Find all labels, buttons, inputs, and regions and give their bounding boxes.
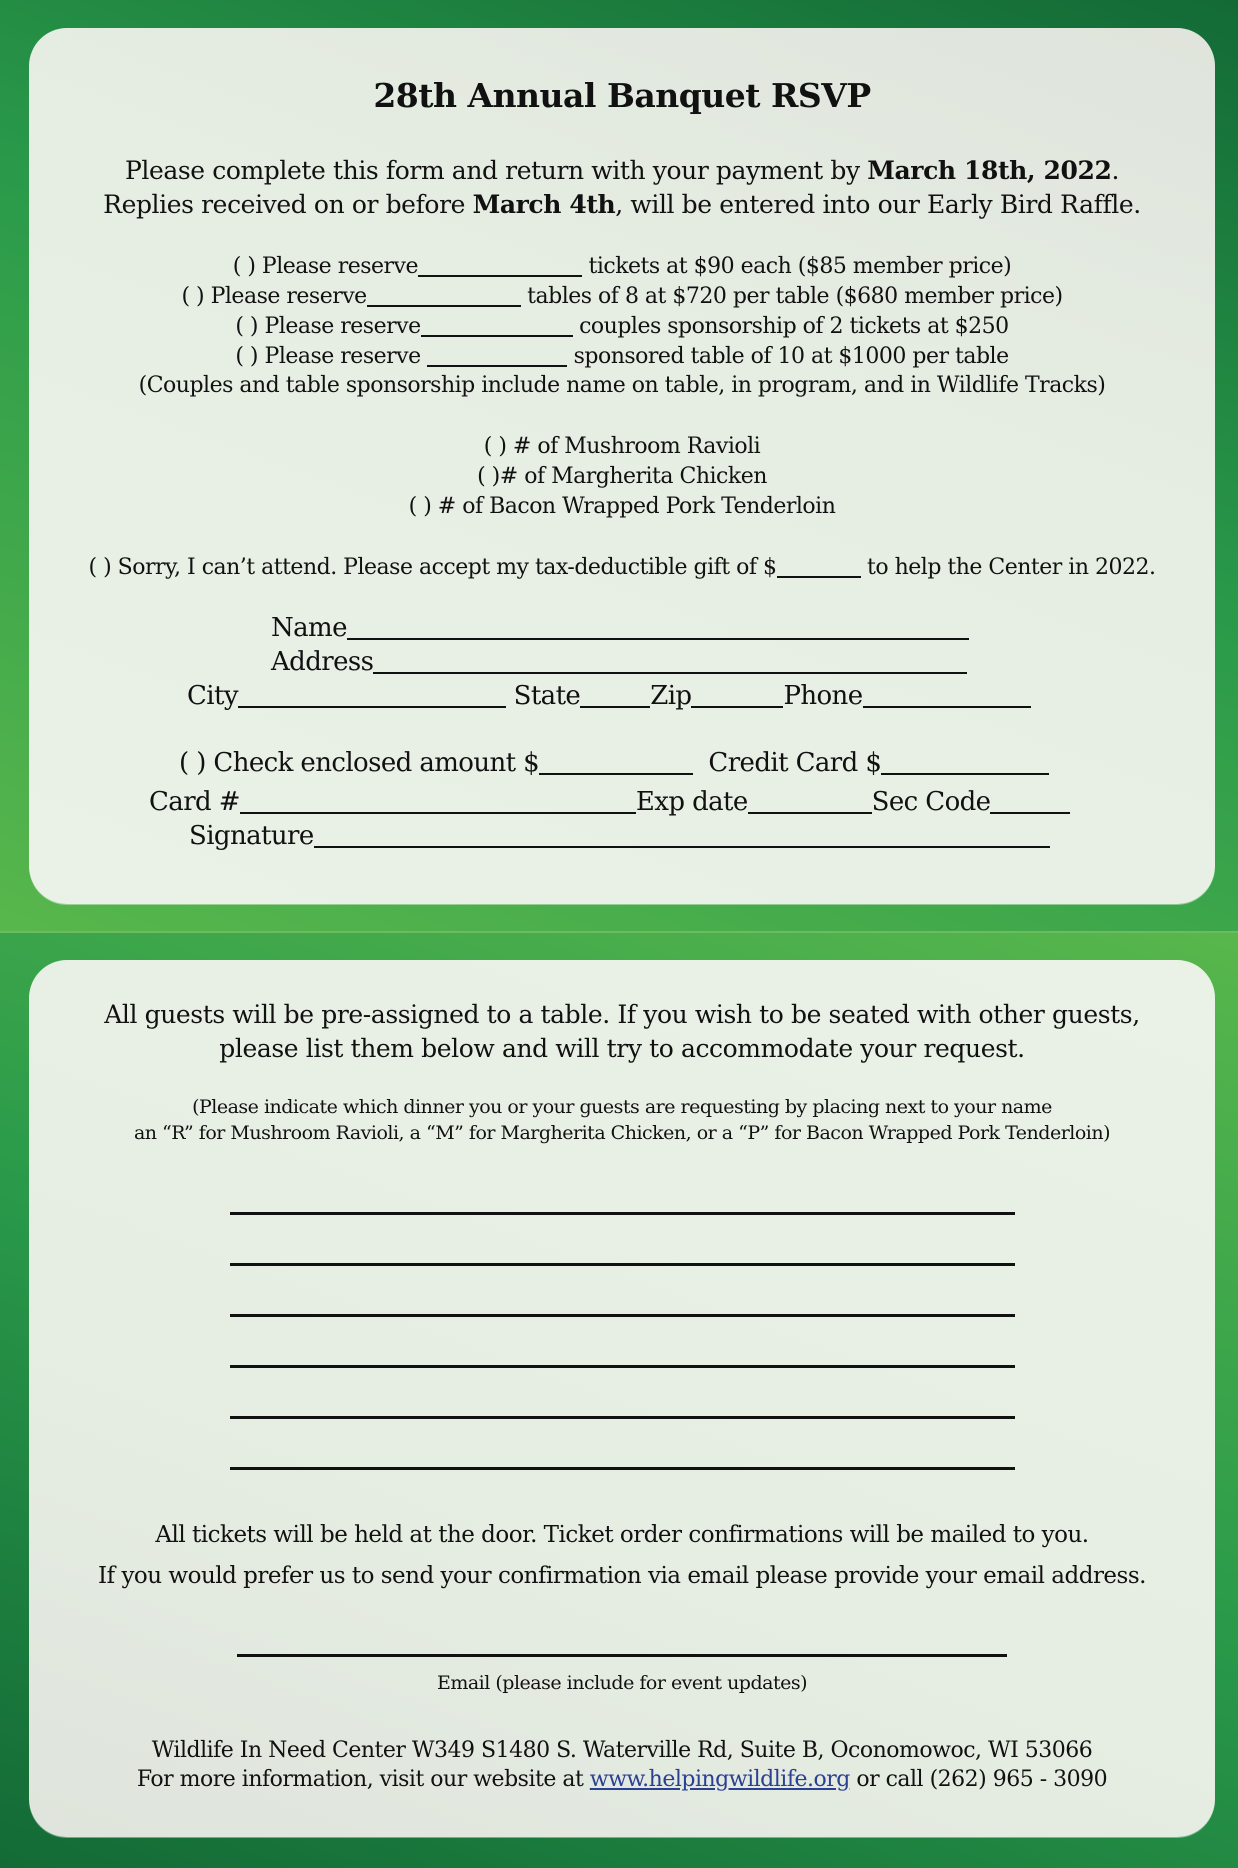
payment-row: [179, 747, 1049, 778]
email-field[interactable]: [237, 1654, 1007, 1657]
option-label: ( ) Please reserve: [235, 344, 428, 369]
check-amount-field[interactable]: [539, 747, 693, 775]
phone-label: Phone: [783, 681, 863, 711]
center-address: Wildlife In Need Center W349 S1480 S. Waterville Rd, Suite B, Oconomowoc, WI 53066: [151, 1738, 1093, 1763]
credit-card-label: Credit Card $: [708, 748, 882, 778]
donation-option[interactable]: [29, 554, 1215, 580]
option-label: tickets at $90 each ($85 member price): [582, 254, 1012, 279]
guest-name-line-5[interactable]: [230, 1416, 1015, 1419]
state-field[interactable]: [580, 680, 650, 708]
signature-field[interactable]: [314, 820, 1050, 848]
signature-row: [189, 820, 1050, 851]
zip-field[interactable]: [691, 680, 783, 708]
card-row: [149, 786, 1070, 817]
phone-text: or call (262) 965 - 3090: [849, 1767, 1108, 1792]
intro-text: .: [1111, 156, 1120, 185]
address-row: [271, 646, 967, 677]
sponsorship-note: (Couples and table sponsorship include name on table, in program, and in Wildlife Tracks): [138, 373, 1106, 398]
intro-text: , will be entered into our Early Bird Raffle.: [615, 190, 1141, 219]
intro-text: Replies received on or before: [103, 190, 473, 219]
option-label: ( ) Please reserve: [235, 314, 421, 339]
raffle-deadline: March 4th: [472, 190, 616, 219]
sec-code-field[interactable]: [990, 786, 1070, 814]
contact-info: [29, 1767, 1215, 1792]
reservation-option-couples[interactable]: [29, 313, 1215, 339]
contact-text: For more information, visit our website at: [136, 1767, 590, 1792]
guests-note-line-2: please list them below and will try to accommodate your request.: [219, 1034, 1025, 1063]
reservation-option-sponsored-table[interactable]: [29, 343, 1215, 369]
meal-option-ravioli[interactable]: ( ) # of Mushroom Ravioli: [483, 434, 761, 459]
donation-label: to help the Center in 2022.: [860, 555, 1156, 580]
option-label: couples sponsorship of 2 tickets at $250: [572, 314, 1009, 339]
payment-deadline: March 18th, 2022: [867, 156, 1112, 185]
check-option[interactable]: ( ) Check enclosed amount $: [179, 748, 540, 778]
guest-name-line-2[interactable]: [230, 1263, 1015, 1266]
credit-card-amount-field[interactable]: [881, 747, 1049, 775]
tickets-quantity-field[interactable]: [418, 253, 582, 277]
guest-name-line-4[interactable]: [230, 1365, 1015, 1368]
sec-code-label: Sec Code: [871, 787, 991, 817]
donation-label: ( ) Sorry, I can’t attend. Please accept my tax-deductible gift of $: [88, 555, 777, 580]
sponsored-table-quantity-field[interactable]: [427, 343, 567, 367]
guest-name-line-6[interactable]: [230, 1467, 1015, 1470]
option-label: ( ) Please reserve: [181, 284, 367, 309]
intro-text: Please complete this form and return with your payment by: [124, 156, 868, 185]
intro-line-2: [29, 190, 1215, 219]
city-field[interactable]: [238, 680, 506, 708]
address-label: Address: [271, 647, 374, 677]
card-number-field[interactable]: [240, 786, 636, 814]
exp-date-field[interactable]: [748, 786, 872, 814]
dinner-note-line-1: (Please indicate which dinner you or your guests are requesting by placing next to your name: [192, 1096, 1052, 1118]
city-state-zip-phone-row: [187, 680, 1031, 711]
rsvp-form-panel: [29, 28, 1215, 904]
phone-field[interactable]: [863, 680, 1031, 708]
meal-option-pork[interactable]: ( ) # of Bacon Wrapped Pork Tenderloin: [408, 494, 836, 519]
card-number-label: Card #: [149, 787, 240, 817]
dinner-note-line-2: an “R” for Mushroom Ravioli, a “M” for Margherita Chicken, or a “P” for Bacon Wrapped Pork Tenderloin): [133, 1122, 1111, 1144]
guest-info-panel: [29, 960, 1215, 1837]
tickets-note: All tickets will be held at the door. Ticket order confirmations will be mailed to you.: [155, 1522, 1089, 1548]
meal-option-chicken[interactable]: ( )# of Margherita Chicken: [477, 464, 767, 489]
reservation-option-tickets[interactable]: [29, 253, 1215, 279]
email-note: If you would prefer us to send your confirmation via email please provide your email address.: [98, 1563, 1146, 1589]
guests-note-line-1: All guests will be pre-assigned to a table. If you wish to be seated with other guests,: [104, 1000, 1140, 1029]
website-link[interactable]: www.helpingwildlife.org: [589, 1767, 850, 1792]
tables-quantity-field[interactable]: [367, 283, 521, 307]
option-label: ( ) Please reserve: [232, 254, 419, 279]
name-row: [271, 612, 969, 643]
guest-name-line-3[interactable]: [230, 1314, 1015, 1317]
name-field[interactable]: [347, 612, 969, 640]
name-label: Name: [271, 613, 347, 643]
option-label: sponsored table of 10 at $1000 per table: [567, 344, 1009, 369]
guest-name-line-1[interactable]: [230, 1212, 1015, 1215]
signature-label: Signature: [189, 821, 314, 851]
state-label: State: [513, 681, 581, 711]
form-title: 28th Annual Banquet RSVP: [373, 76, 871, 115]
intro-line-1: [29, 156, 1215, 185]
city-label: City: [187, 681, 238, 711]
gift-amount-field[interactable]: [777, 554, 861, 578]
reservation-option-tables[interactable]: [29, 283, 1215, 309]
email-label: Email (please include for event updates): [436, 1672, 808, 1694]
exp-date-label: Exp date: [635, 787, 748, 817]
couples-quantity-field[interactable]: [421, 313, 573, 337]
option-label: tables of 8 at $720 per table ($680 member price): [520, 284, 1063, 309]
address-field[interactable]: [373, 646, 967, 674]
zip-label: Zip: [650, 681, 692, 711]
